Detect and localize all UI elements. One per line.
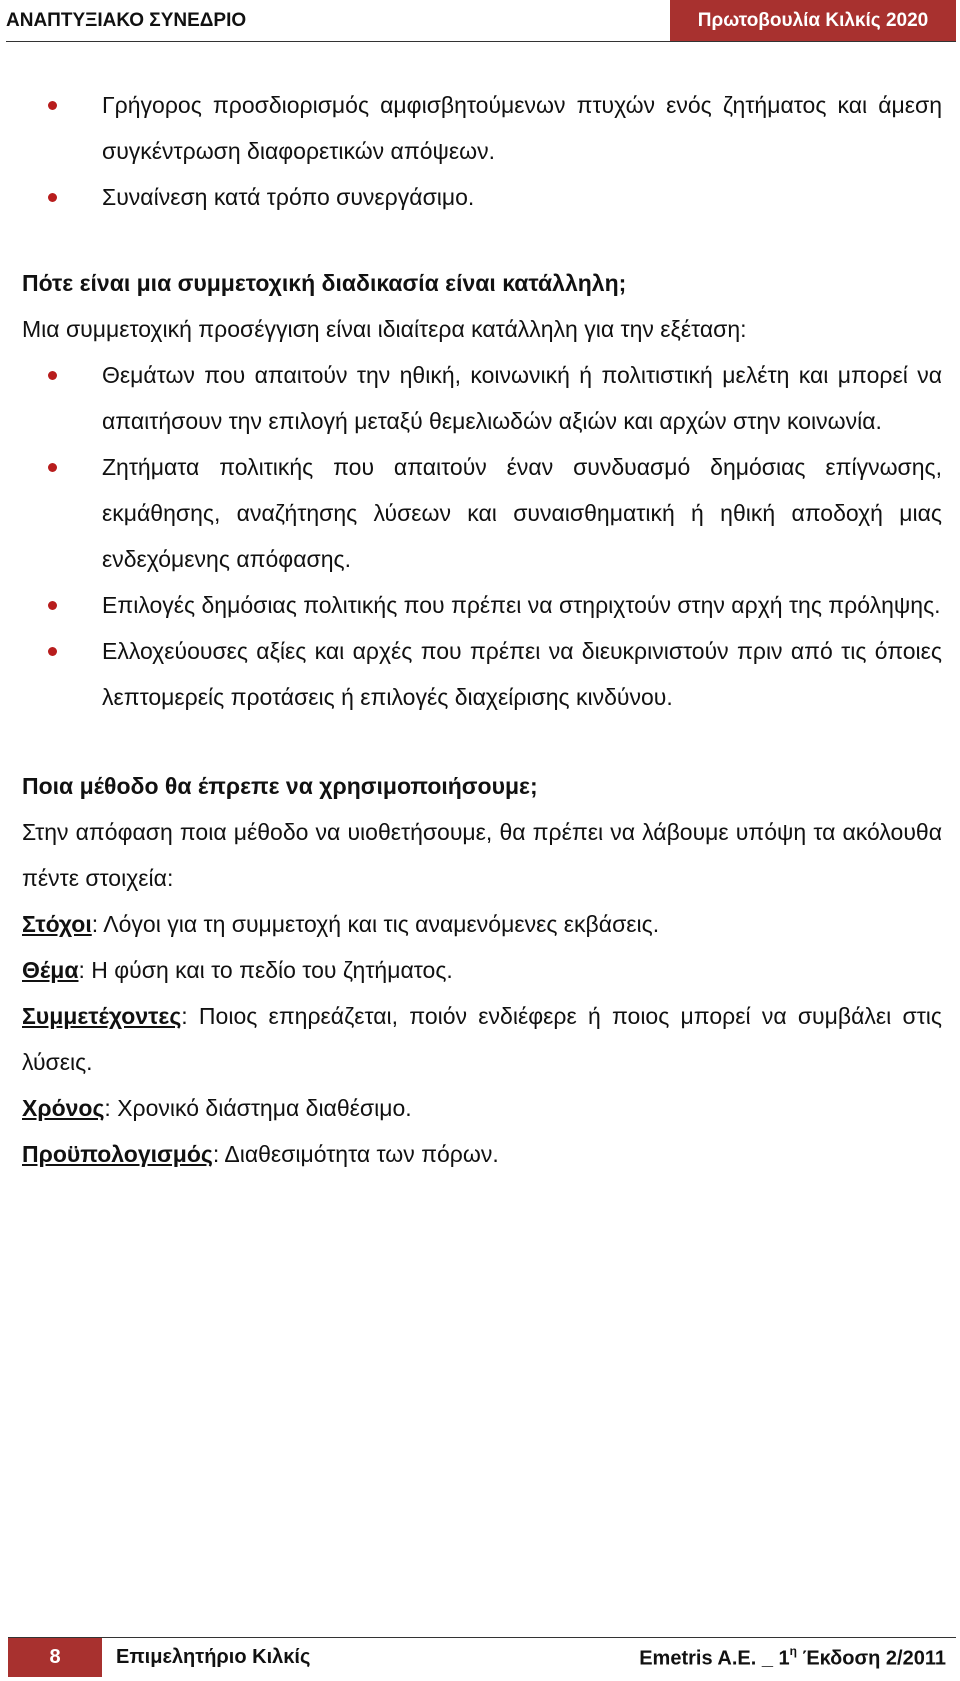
footer-divider bbox=[8, 1637, 956, 1638]
footer-edition bbox=[639, 1646, 946, 1671]
list-item bbox=[102, 82, 942, 174]
criterion-topic bbox=[22, 947, 942, 993]
header-banner: Πρωτοβουλία Κιλκίς 2020 bbox=[670, 0, 956, 41]
list-item bbox=[102, 352, 942, 444]
page-number: 8 bbox=[8, 1638, 102, 1677]
footer-edition-sup: η bbox=[789, 1644, 798, 1658]
criterion-term: Χρόνος bbox=[22, 1095, 105, 1121]
criterion-time bbox=[22, 1085, 942, 1131]
list-item bbox=[102, 582, 942, 628]
criterion-text: : Η φύση και το πεδίο του ζητήματος. bbox=[78, 957, 453, 983]
criterion-budget bbox=[22, 1131, 942, 1177]
intro-bullet-list bbox=[22, 82, 942, 220]
footer-edition-suffix: Έκδοση 2/2011 bbox=[797, 1647, 946, 1670]
section-intro-method: Στην απόφαση ποια μέθοδο να υιοθετήσουμε, θα πρέπει να λάβουμε υπόψη τα ακόλουθα πέντε στοιχεία: bbox=[22, 819, 942, 891]
page-header bbox=[0, 0, 960, 42]
list-item-text: Ελλοχεύουσες αξίες και αρχές που πρέπει να διευκρινιστούν πριν από τις όποιες λεπτομερείς προτάσεις ή επιλογές διαχείρισης κινδύνου. bbox=[102, 638, 942, 710]
list-item-text: Ζητήματα πολιτικής που απαιτούν έναν συνδυασμό δημόσιας επίγνωσης, εκμάθησης, αναζήτησης λύσεων και συναισθηματική ή ηθική αποδοχή μιας ενδεχόμενης απόφασης. bbox=[102, 454, 942, 572]
section-heading-method: Ποια μέθοδο θα έπρεπε να χρησιμοποιήσουμε; bbox=[22, 773, 538, 799]
criterion-participants bbox=[22, 993, 942, 1085]
footer-edition-prefix: Emetris A.E. _ 1 bbox=[639, 1647, 790, 1670]
page-content bbox=[22, 82, 942, 1177]
bullet-icon bbox=[48, 601, 57, 610]
header-divider bbox=[6, 41, 956, 42]
page-footer bbox=[0, 1637, 960, 1681]
bullet-icon bbox=[48, 647, 57, 656]
criterion-text: : Λόγοι για τη συμμετοχή και τις αναμενόμενες εκβάσεις. bbox=[91, 911, 660, 937]
list-item-text: Γρήγορος προσδιορισμός αμφισβητούμενων πτυχών ενός ζητήματος και άμεση συγκέντρωση διαφορετικών απόψεων. bbox=[102, 92, 942, 164]
list-item-text: Θεμάτων που απαιτούν την ηθική, κοινωνική ή πολιτιστική μελέτη και μπορεί να απαιτήσουν την επιλογή μεταξύ θεμελιωδών αξιών και αρχών στην κοινωνία. bbox=[102, 362, 942, 434]
list-item bbox=[102, 628, 942, 720]
criterion-text: : Ποιος επηρεάζεται, ποιόν ενδιέφερε ή ποιος μπορεί να συμβάλει στις λύσεις. bbox=[22, 1003, 942, 1075]
section-intro-participation: Μια συμμετοχική προσέγγιση είναι ιδιαίτερα κατάλληλη για την εξέταση: bbox=[22, 316, 747, 342]
bullet-icon bbox=[48, 193, 57, 202]
bullet-icon bbox=[48, 101, 57, 110]
criterion-text: : Διαθεσιμότητα των πόρων. bbox=[212, 1141, 499, 1167]
header-title: ΑΝΑΠΤΥΞΙΑΚΟ ΣΥΝΕΔΡΙΟ bbox=[6, 10, 247, 31]
criterion-term: Στόχοι bbox=[22, 911, 92, 937]
criterion-term: Συμμετέχοντες bbox=[22, 1003, 182, 1029]
criterion-term: Θέμα bbox=[22, 957, 79, 983]
criterion-text: : Χρονικό διάστημα διαθέσιμο. bbox=[104, 1095, 412, 1121]
list-item bbox=[102, 174, 942, 220]
participation-bullet-list bbox=[22, 352, 942, 720]
criterion-term: Προϋπολογισμός bbox=[22, 1141, 213, 1167]
list-item-text: Συναίνεση κατά τρόπο συνεργάσιμο. bbox=[102, 184, 475, 210]
list-item-text: Επιλογές δημόσιας πολιτικής που πρέπει να στηριχτούν στην αρχή της πρόληψης. bbox=[102, 592, 941, 618]
footer-organization: Επιμελητήριο Κιλκίς bbox=[116, 1646, 311, 1668]
bullet-icon bbox=[48, 371, 57, 380]
section-heading-participation: Πότε είναι μια συμμετοχική διαδικασία είναι κατάλληλη; bbox=[22, 270, 627, 296]
criterion-goals bbox=[22, 901, 942, 947]
bullet-icon bbox=[48, 463, 57, 472]
list-item bbox=[102, 444, 942, 582]
